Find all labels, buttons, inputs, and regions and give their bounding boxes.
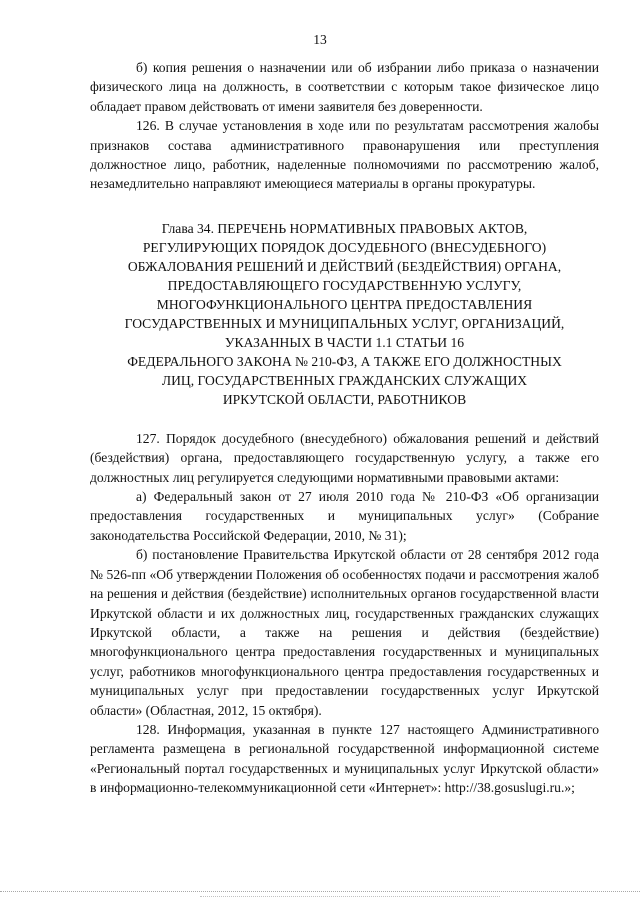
paragraph-126: 126. В случае установления в ходе или по результатам рассмотрения жалобы признаков состава административного правонарушения или преступления должностное лицо, работник, наделенные полномочиями по рассмотрению жалоб, незамедлительно направляют имеющиеся материалы в органы прокуратуры. [90,118,599,192]
chapter-34-heading [90,219,599,409]
chapter-heading-line: ГОСУДАРСТВЕННЫХ И МУНИЦИПАЛЬНЫХ УСЛУГ, ОРГАНИЗАЦИЙ, [124,315,565,331]
chapter-heading-line: УКАЗАННЫХ В ЧАСТИ 1.1 СТАТЬИ 16 [224,334,465,350]
chapter-heading-line: РЕГУЛИРУЮЩИХ ПОРЯДОК ДОСУДЕБНОГО (ВНЕСУДЕБНОГО) [142,239,547,255]
page-number: 13 [313,32,327,47]
scan-artifact-divider [200,896,500,897]
paragraph-127-b: б) постановление Правительства Иркутской области от 28 сентября 2012 года № 526-пп «Об утверждении Положения об особенностях подачи и рассмотрения жалоб на решения и действия (бездействие) исполнительных органов государственной власти Иркутской области и их должностных лиц, государственных гражданских служащих Иркутской области, а также на решения и действия (бездействие) многофункционального центра предоставления государственных и муниципальных услуг, работников многофункционального центра предоставления государственных и муниципальных услуг при предоставлении государственных услуг Иркутской области» (Областная, 2012, 15 октября). [90,547,599,718]
document-body [90,58,599,798]
scan-artifact-divider [0,891,640,892]
chapter-heading-line: Глава 34. ПЕРЕЧЕНЬ НОРМАТИВНЫХ ПРАВОВЫХ АКТОВ, [161,220,528,236]
chapter-heading-line: ЛИЦ, ГОСУДАРСТВЕННЫХ ГРАЖДАНСКИХ СЛУЖАЩИХ [161,372,528,388]
chapter-heading-line: ОБЖАЛОВАНИЯ РЕШЕНИЙ И ДЕЙСТВИЙ (БЕЗДЕЙСТВИЯ) ОРГАНА, [127,258,562,274]
chapter-heading-line: ИРКУТСКОЙ ОБЛАСТИ, РАБОТНИКОВ [222,391,467,407]
chapter-heading-line: МНОГОФУНКЦИОНАЛЬНОГО ЦЕНТРА ПРЕДОСТАВЛЕНИЯ [156,296,533,312]
paragraph-128: 128. Информация, указанная в пункте 127 настоящего Административного регламента размещена в региональной государственной информационной системе «Региональный портал государственных и муниципальных услуг Иркутской области» в информационно-телекоммуникационной сети «Интернет»: http://38.gosuslugi.ru.»; [90,721,599,796]
chapter-heading-line: ПРЕДОСТАВЛЯЮЩЕГО ГОСУДАРСТВЕННУЮ УСЛУГУ, [167,277,522,293]
paragraph-b-copy-decision: б) копия решения о назначении или об избрании либо приказа о назначении физического лица на должность, в соответствии с которым такое физическое лицо обладает правом действовать от имени заявителя без доверенности. [90,60,599,114]
chapter-heading-line: ФЕДЕРАЛЬНОГО ЗАКОНА № 210-ФЗ, А ТАКЖЕ ЕГО ДОЛЖНОСТНЫХ [127,353,562,369]
paragraph-127: 127. Порядок досудебного (внесудебного) обжалования решений и действий (бездействия) органа, предоставляющего государственную услугу, а также его должностных лиц регулируется следующими нормативными правовыми актами: [90,430,599,485]
paragraph-127-a: а) Федеральный закон от 27 июля 2010 года № 210-ФЗ «Об организации предоставления государственных и муниципальных услуг» (Собрание законодательства Российской Федерации, 2010, № 31); [90,489,599,543]
